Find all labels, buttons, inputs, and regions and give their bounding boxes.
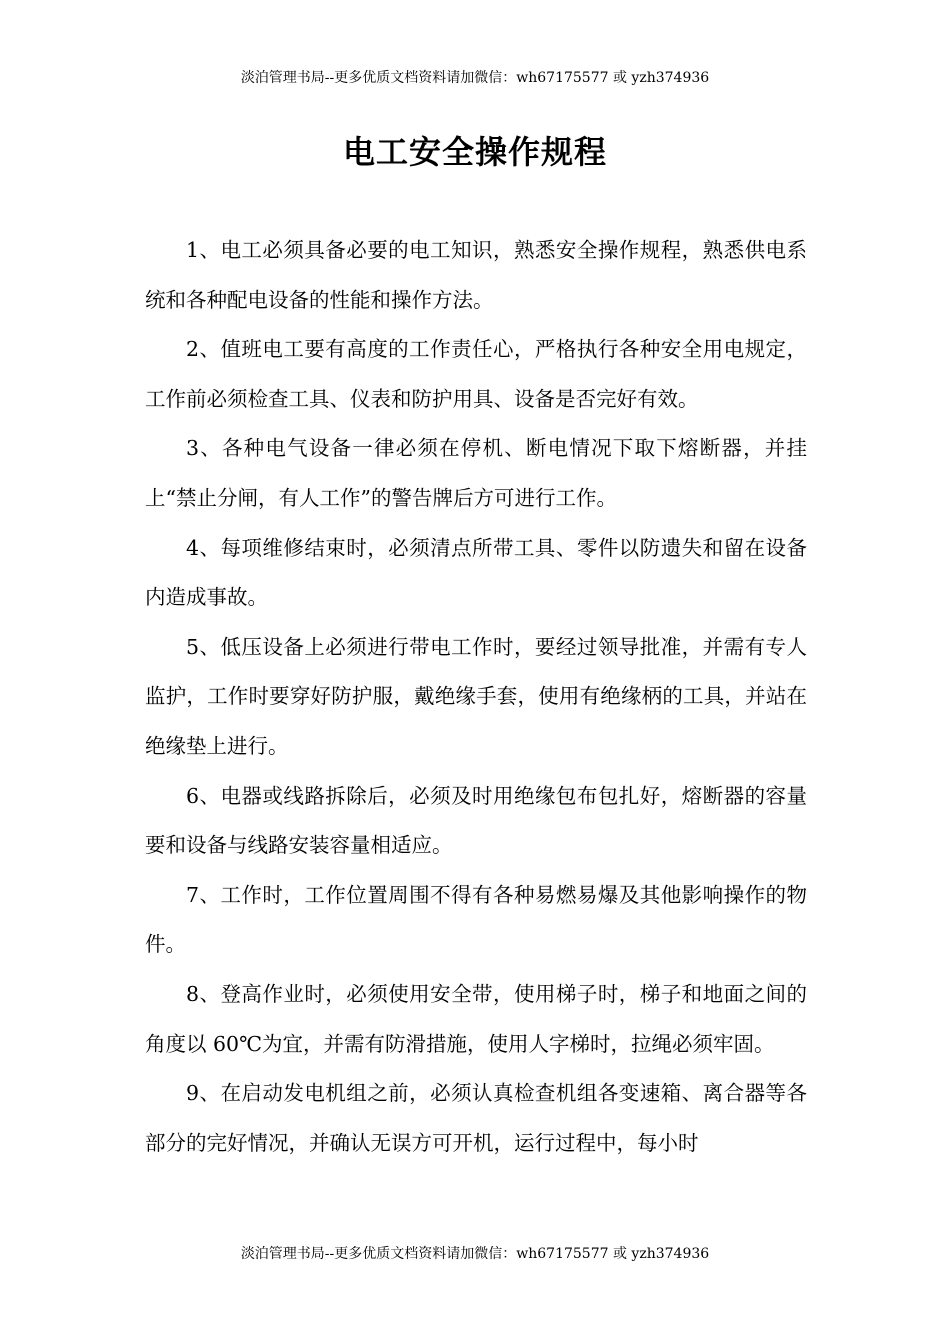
rule-paragraph-9: 9、在启动发电机组之前，必须认真检查机组各变速箱、离合器等各部分的完好情况，并确认无误方可开机，运行过程中，每小时 xyxy=(145,1081,807,1155)
rule-paragraph-6: 6、电器或线路拆除后，必须及时用绝缘包布包扎好，熔断器的容量要和设备与线路安装容量相适应。 xyxy=(145,783,807,858)
rules-list xyxy=(145,226,807,1168)
document-title: 电工安全操作规程 xyxy=(342,133,607,171)
rule-paragraph-8: 8、登高作业时，必须使用安全带，使用梯子时，梯子和地面之间的角度以 60℃为宜，并需有防滑措施，使用人字梯时，拉绳必须牢固。 xyxy=(145,981,807,1056)
rule-paragraph-4: 4、每项维修结束时，必须清点所带工具、零件以防遗失和留在设备内造成事故。 xyxy=(145,535,807,610)
page-header: 淡泊管理书局--更多优质文档资料请加微信：wh67175577 或 yzh374936 xyxy=(240,70,710,86)
page-footer: 淡泊管理书局--更多优质文档资料请加微信：wh67175577 或 yzh374936 xyxy=(240,1246,710,1262)
rule-paragraph-3: 3、各种电气设备一律必须在停机、断电情况下取下熔断器，并挂上“禁止分闸，有人工作”的警告牌后方可进行工作。 xyxy=(145,436,807,510)
rule-paragraph-1: 1、电工必须具备必要的电工知识，熟悉安全操作规程，熟悉供电系统和各种配电设备的性能和操作方法。 xyxy=(145,238,807,312)
rule-paragraph-7: 7、工作时，工作位置周围不得有各种易燃易爆及其他影响操作的物件。 xyxy=(145,882,807,957)
rule-paragraph-5: 5、低压设备上必须进行带电工作时，要经过领导批准，并需有专人监护，工作时要穿好防护服，戴绝缘手套，使用有绝缘柄的工具，并站在绝缘垫上进行。 xyxy=(145,634,807,758)
rule-paragraph-2: 2、值班电工要有高度的工作责任心，严格执行各种安全用电规定，工作前必须检查工具、仪表和防护用具、设备是否完好有效。 xyxy=(145,337,807,411)
